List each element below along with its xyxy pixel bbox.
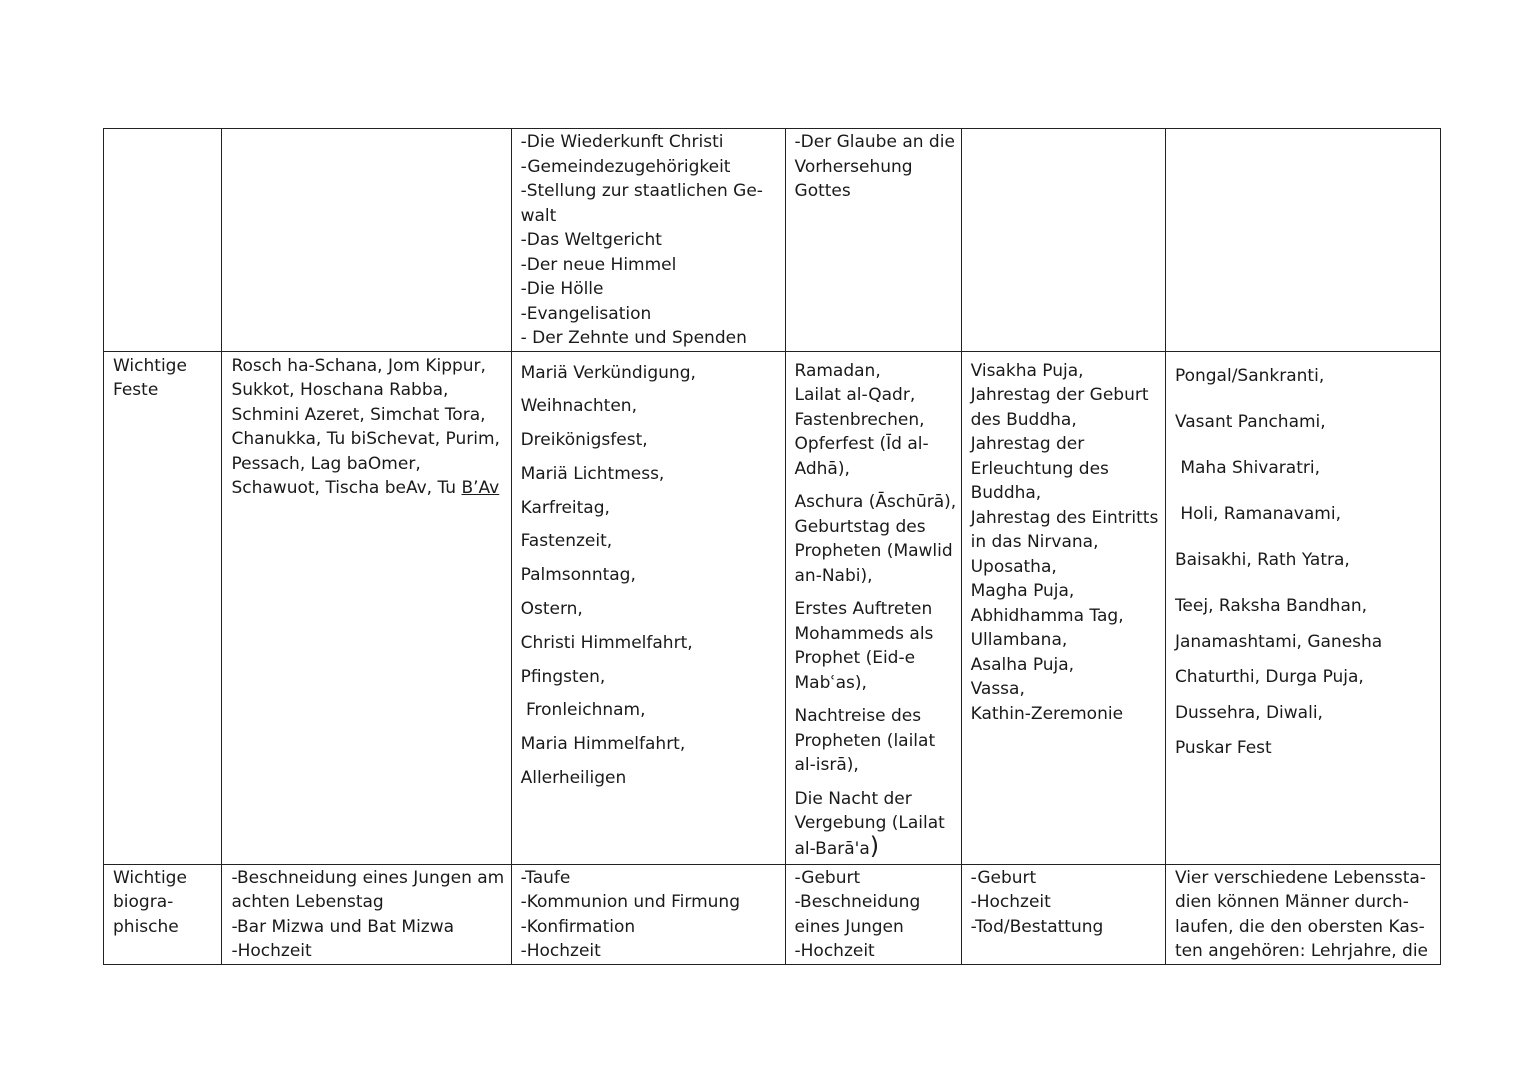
row-label: phische xyxy=(113,916,179,937)
list-item: Erleuchtung des xyxy=(970,458,1109,479)
list-group xyxy=(794,490,957,588)
list-item: -Tod/Bestattung xyxy=(970,916,1104,937)
list-item: Ostern, xyxy=(520,599,583,620)
table-row xyxy=(104,351,1441,864)
list-item: Mabʿas), xyxy=(794,672,867,693)
list-item: Schmini Azeret, Simchat Tora, xyxy=(231,404,486,425)
list-item: -Evangelisation xyxy=(520,303,652,324)
list-item: Rosch ha-Schana, Jom Kippur, xyxy=(231,355,486,376)
list-item: -Hochzeit xyxy=(794,941,875,961)
list-item: Vasant Panchami, xyxy=(1174,411,1326,432)
list-item: Aschura (Āschūrā), xyxy=(794,492,957,512)
list-item: Dreikönigsfest, xyxy=(520,430,648,451)
list-item: Propheten (lailat xyxy=(794,730,936,751)
row-label: Feste xyxy=(113,380,159,400)
list-item: Uposatha, xyxy=(970,556,1057,577)
list-item: walt xyxy=(520,205,557,226)
list-item: Vier verschiedene Lebenssta- xyxy=(1174,867,1426,888)
list-item: dien können Männer durch- xyxy=(1174,892,1409,912)
list-item: Pongal/Sankranti, xyxy=(1174,365,1325,386)
list-item: Palmsonntag, xyxy=(520,565,636,586)
hinduismus-cell xyxy=(1165,351,1440,864)
list-item: -Hochzeit xyxy=(231,941,312,961)
list-item: Nachtreise des xyxy=(794,706,922,726)
judentum-cell xyxy=(222,351,511,864)
christentum-cell xyxy=(511,351,785,864)
list-item: an-Nabi), xyxy=(794,565,873,586)
hinduismus-cell xyxy=(1165,129,1440,352)
list-item: Jahrestag der xyxy=(970,434,1085,454)
list-group xyxy=(795,704,952,778)
list-item: Jahrestag der Geburt xyxy=(970,385,1149,405)
list-item: Vorhersehung xyxy=(794,156,913,177)
christentum-cell xyxy=(511,864,785,964)
list-item: -Hochzeit xyxy=(520,941,601,961)
list-item: Christi Himmelfahrt, xyxy=(520,632,693,653)
list-item: Magha Puja, xyxy=(970,581,1075,601)
religions-table xyxy=(103,128,1441,965)
list-item: -Beschneidung eines Jungen am xyxy=(231,867,505,888)
list-item: Vergebung (Lailat xyxy=(794,813,945,833)
list-item-text: al-Barā'a xyxy=(794,838,870,859)
list-item: - Der Zehnte und Spenden xyxy=(520,328,747,348)
list-item: Fronleichnam, xyxy=(520,700,646,721)
list-item: Pfingsten, xyxy=(520,666,606,687)
list-item: -Hochzeit xyxy=(970,892,1051,912)
list-item: ten angehören: Lehrjahre, die xyxy=(1174,941,1429,961)
table-row xyxy=(104,129,1441,352)
list-item: Maria Himmelfahrt, xyxy=(520,734,686,755)
list-item: -Kommunion und Firmung xyxy=(520,892,740,912)
list-item: achten Lebenstag xyxy=(231,892,384,912)
list-item: -Konfirmation xyxy=(520,916,636,937)
list-item: Mohammeds als xyxy=(794,623,934,644)
list-item: -Der Glaube an die xyxy=(794,132,955,152)
islam-cell xyxy=(785,351,961,864)
list-item: in das Nirvana, xyxy=(970,532,1099,552)
list-item: -Die Hölle xyxy=(520,279,604,299)
list-item: Maha Shivaratri, xyxy=(1174,457,1320,478)
list-item: Teej, Raksha Bandhan, xyxy=(1174,596,1368,616)
row-label: biogra- xyxy=(113,892,174,912)
list-item: Vassa, xyxy=(970,679,1025,699)
list-item: Dussehra, Diwali, xyxy=(1174,702,1323,723)
list-item: Propheten (Mawlid xyxy=(794,541,953,561)
list-item: Opferfest (Īd al- xyxy=(794,434,929,454)
closing-parenthesis: ) xyxy=(869,831,880,860)
underlined-term: B’Av xyxy=(461,478,500,498)
islam-cell xyxy=(785,129,961,352)
list-item: Ramadan, xyxy=(794,360,881,381)
list-item: Sukkot, Hoschana Rabba, xyxy=(231,380,449,400)
list-item: Geburtstag des xyxy=(794,516,926,537)
list-item: Chanukka, Tu biSchevat, Purim, xyxy=(231,429,500,449)
list-item: Baisakhi, Rath Yatra, xyxy=(1174,549,1350,570)
row-label-cell xyxy=(104,129,222,352)
list-group xyxy=(795,787,952,862)
list-item: Fastenbrechen, xyxy=(794,409,925,430)
row-label: Wichtige xyxy=(113,867,187,888)
list-item xyxy=(794,831,952,862)
list-item: Jahrestag des Eintritts xyxy=(970,507,1159,528)
list-item: des Buddha, xyxy=(970,409,1077,430)
list-item: Holi, Ramanavami, xyxy=(1174,503,1341,524)
row-label: Wichtige xyxy=(113,355,187,376)
list-item: -Gemeindezugehörigkeit xyxy=(520,156,731,177)
list-item: Gottes xyxy=(794,181,851,201)
row-label-cell xyxy=(104,351,222,864)
list-item: -Bar Mizwa und Bat Mizwa xyxy=(231,916,455,937)
list-item: Janamashtami, Ganesha xyxy=(1174,631,1383,652)
list-item: -Taufe xyxy=(520,867,571,888)
list-item: Ullambana, xyxy=(970,630,1068,650)
list-item: Lailat al-Qadr, xyxy=(794,385,916,405)
list-item: al-isrā), xyxy=(794,755,859,775)
list-item: -Geburt xyxy=(794,867,861,888)
buddhismus-cell xyxy=(961,864,1165,964)
row-label-cell xyxy=(104,864,222,964)
list-item: Karfreitag, xyxy=(520,497,610,518)
list-item-text: Schawuot, Tischa beAv, Tu xyxy=(231,478,462,498)
list-item: -Stellung zur staatlichen Ge- xyxy=(520,181,763,201)
list-item: Mariä Verkündigung, xyxy=(520,362,696,383)
islam-cell xyxy=(785,864,961,964)
table-row xyxy=(104,864,1441,964)
list-item: Visakha Puja, xyxy=(970,360,1084,381)
list-item: Erstes Auftreten xyxy=(794,599,933,619)
list-item: Buddha, xyxy=(970,483,1042,503)
list-item: Weihnachten, xyxy=(520,396,637,417)
list-item: -Das Weltgericht xyxy=(520,230,662,250)
list-item: Die Nacht der xyxy=(794,788,912,809)
list-item: Mariä Lichtmess, xyxy=(520,463,665,484)
buddhismus-cell xyxy=(961,351,1165,864)
christentum-cell xyxy=(511,129,785,352)
list-group xyxy=(795,359,952,482)
list-item: Allerheiligen xyxy=(520,768,627,789)
list-item: Prophet (Eid-e xyxy=(794,648,916,668)
judentum-cell xyxy=(222,864,511,964)
buddhismus-cell xyxy=(961,129,1165,352)
list-item: -Der neue Himmel xyxy=(520,254,677,275)
list-item: eines Jungen xyxy=(794,916,904,937)
list-item: laufen, die den obersten Kas- xyxy=(1174,916,1425,937)
list-item: Adhā), xyxy=(794,458,850,479)
list-item: Kathin-Zeremonie xyxy=(970,703,1124,724)
hinduismus-cell xyxy=(1165,864,1440,964)
list-item: -Die Wiederkunft Christi xyxy=(520,132,724,152)
list-item xyxy=(231,476,501,501)
list-item: Fastenzeit, xyxy=(520,531,613,552)
list-item: Asalha Puja, xyxy=(970,654,1075,675)
list-item: Chaturthi, Durga Puja, xyxy=(1174,667,1364,687)
list-item: Abhidhamma Tag, xyxy=(970,605,1124,626)
list-item: Puskar Fest xyxy=(1174,738,1272,758)
judentum-cell xyxy=(222,129,511,352)
list-item: -Geburt xyxy=(970,867,1037,888)
list-group xyxy=(795,597,952,695)
list-item: Pessach, Lag baOmer, xyxy=(231,453,421,474)
list-item: -Beschneidung xyxy=(794,892,921,912)
